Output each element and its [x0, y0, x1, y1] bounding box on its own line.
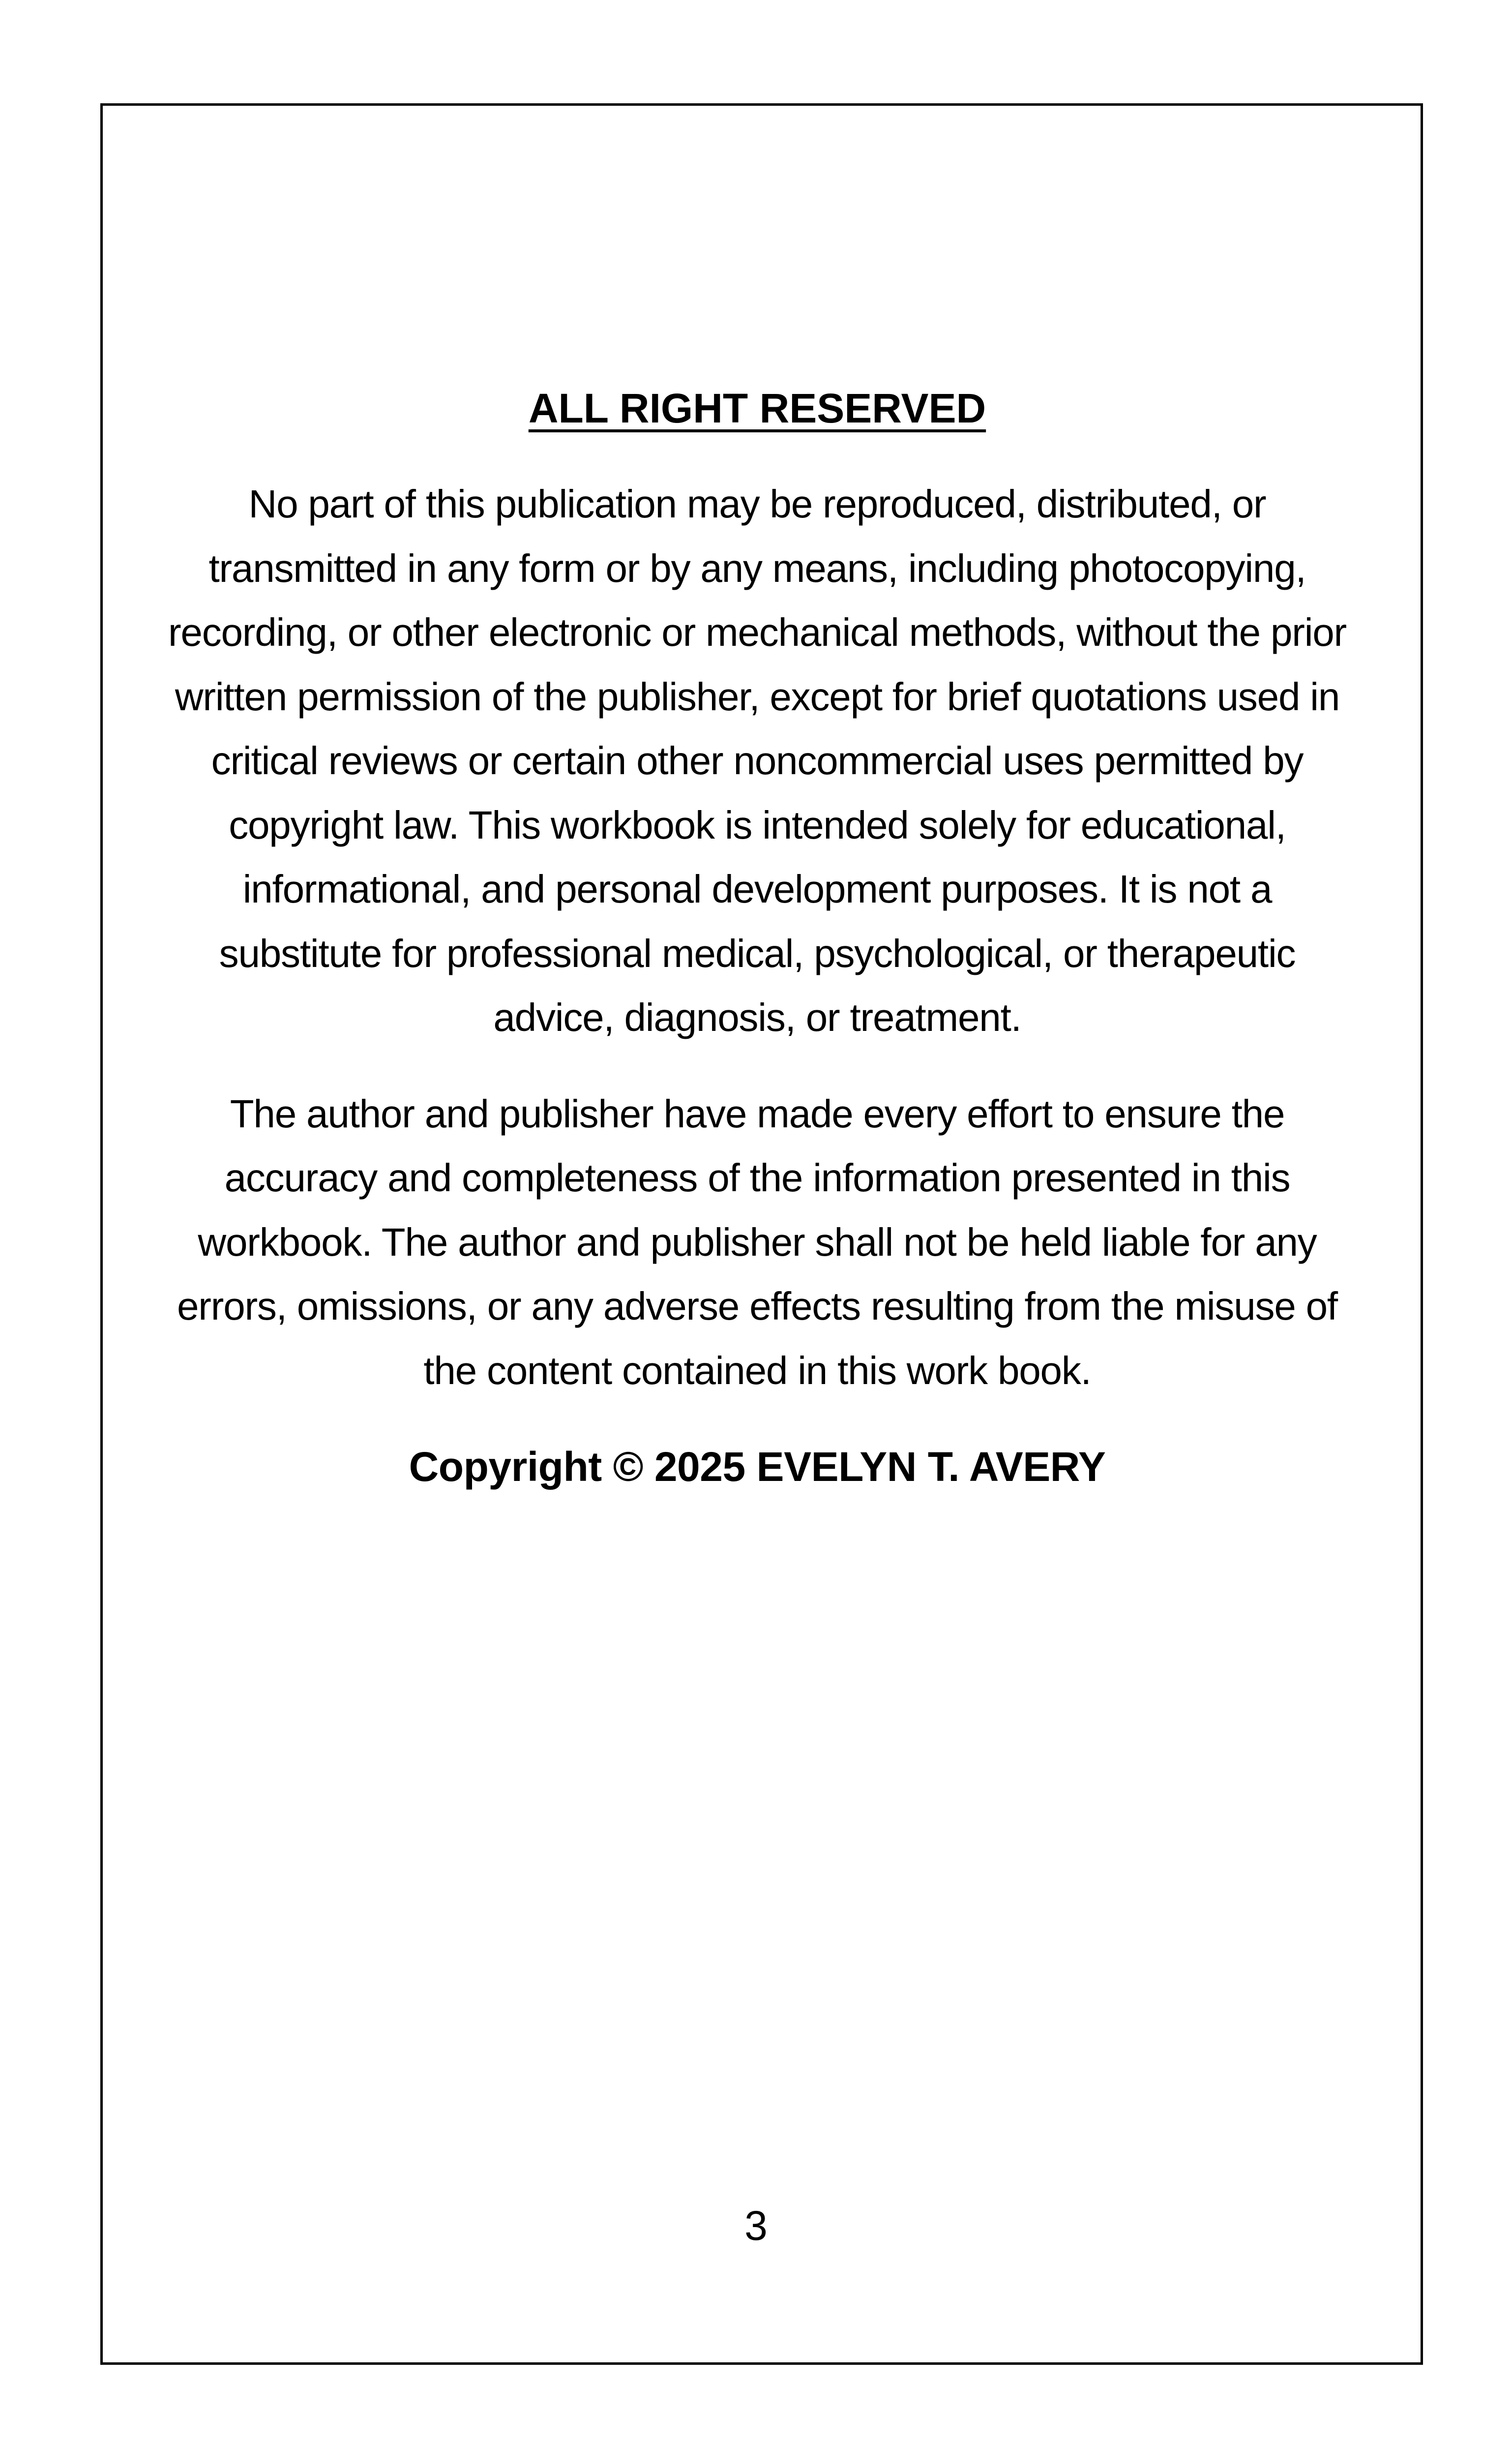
disclaimer-paragraph: The author and publisher have made every effort to ensure the accuracy and completeness of the information presented in this workbook. The author and publisher shall not be held liable for any errors, omissions, or any adverse effects resulting from the misuse of the content contained in this work book.: [177, 1091, 1337, 1392]
page-number: 3: [744, 2202, 768, 2249]
copyright-page-content: [162, 379, 1352, 1499]
page-heading: ALL RIGHT RESERVED: [528, 385, 986, 431]
copyright-notice: Copyright © 2025 EVELYN T. AVERY: [409, 1444, 1106, 1490]
rights-paragraph: No part of this publication may be reproduced, distributed, or transmitted in any form or by any means, including photocopying, recording, or other electronic or mechanical methods, without the prior written permission of the publisher, except for brief quotations used in critical reviews or certain other noncommercial uses permitted by copyright law. This workbook is intended solely for educational, informational, and personal development purposes. It is not a substitute for professional medical, psychological, or therapeutic advice, diagnosis, or treatment.: [168, 482, 1346, 1039]
